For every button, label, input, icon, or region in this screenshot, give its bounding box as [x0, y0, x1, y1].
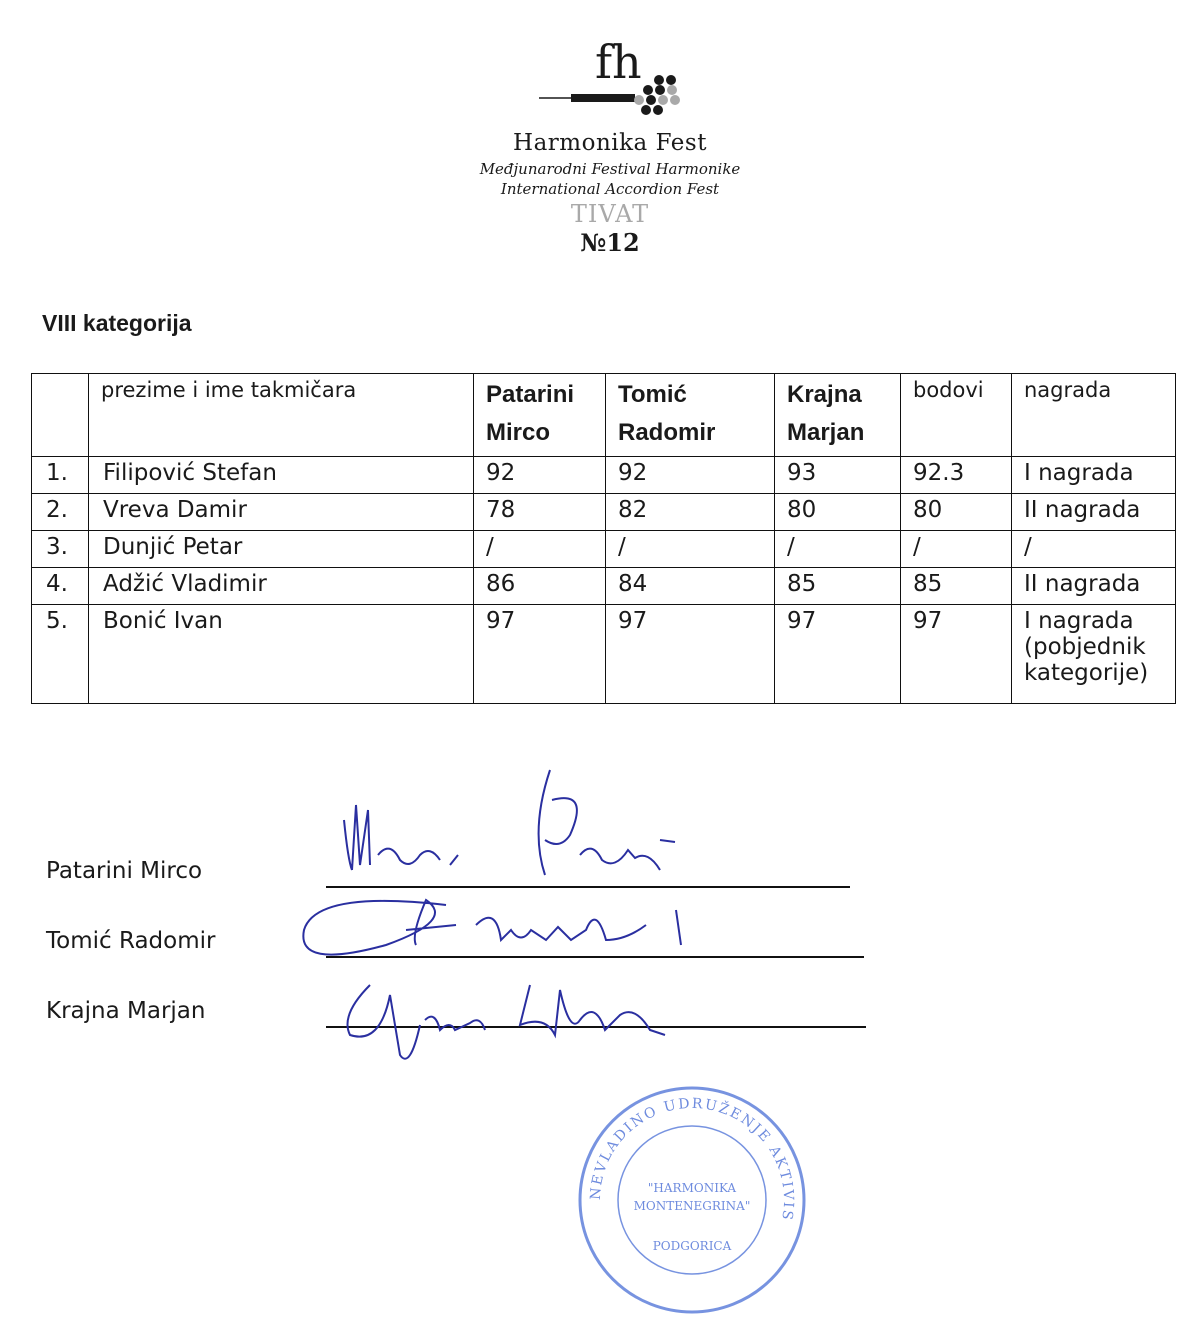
- cell-award: I nagrada (pobjednik kategorije): [1012, 605, 1176, 704]
- festival-edition: №12: [580, 228, 640, 257]
- organization-stamp: [572, 1080, 812, 1320]
- signature-ink-judge-2: [296, 885, 716, 975]
- header-name: prezime i ime takmičara: [89, 374, 474, 457]
- cell-score-2: /: [606, 531, 775, 568]
- cell-score-1: 92: [474, 457, 606, 494]
- cell-name: Bonić Ivan: [89, 605, 474, 704]
- table-header-row: [32, 374, 1176, 457]
- stamp-center-line-1: "HARMONIKA: [647, 1181, 737, 1195]
- results-table: [31, 373, 1176, 704]
- cell-score-1: 86: [474, 568, 606, 605]
- festival-subtitle-local: Međjunarodni Festival Harmonike: [479, 160, 741, 178]
- cell-score-2: 82: [606, 494, 775, 531]
- cell-score-3: /: [775, 531, 901, 568]
- stamp-city: PODGORICA: [652, 1239, 732, 1253]
- cell-name: Adžić Vladimir: [89, 568, 474, 605]
- header-judge-1: Patarini Mirco: [474, 374, 606, 457]
- header-rank: [32, 374, 89, 457]
- table-row: [32, 605, 1176, 704]
- cell-rank: 1.: [32, 457, 89, 494]
- header-points: bodovi: [901, 374, 1012, 457]
- table-row: [32, 531, 1176, 568]
- cell-score-2: 92: [606, 457, 775, 494]
- cell-score-3: 85: [775, 568, 901, 605]
- cell-score-1: 97: [474, 605, 606, 704]
- festival-title: Harmonika Fest: [513, 130, 707, 156]
- header-judge-3: Krajna Marjan: [775, 374, 901, 457]
- cell-points: 97: [901, 605, 1012, 704]
- cell-score-2: 84: [606, 568, 775, 605]
- cell-rank: 3.: [32, 531, 89, 568]
- cell-score-1: /: [474, 531, 606, 568]
- festival-logo: [440, 30, 780, 270]
- cell-rank: 2.: [32, 494, 89, 531]
- cell-rank: 5.: [32, 605, 89, 704]
- signature-ink-judge-1: [330, 760, 750, 890]
- cell-score-3: 97: [775, 605, 901, 704]
- cell-name: Dunjić Petar: [89, 531, 474, 568]
- signature-label-judge-3: Krajna Marjan: [46, 998, 206, 1024]
- cell-score-1: 78: [474, 494, 606, 531]
- signature-ink-judge-3: [330, 975, 690, 1075]
- festival-subtitle-en: International Accordion Fest: [500, 180, 720, 198]
- cell-points: 85: [901, 568, 1012, 605]
- cell-points: 80: [901, 494, 1012, 531]
- cell-points: /: [901, 531, 1012, 568]
- header-award: nagrada: [1012, 374, 1176, 457]
- cell-name: Filipović Stefan: [89, 457, 474, 494]
- table-row: [32, 494, 1176, 531]
- festival-city: TIVAT: [570, 200, 650, 228]
- stamp-center-line-2: MONTENEGRINA": [633, 1199, 751, 1213]
- cell-score-3: 93: [775, 457, 901, 494]
- category-title: VIII kategorija: [42, 310, 192, 336]
- cell-score-2: 97: [606, 605, 775, 704]
- cell-score-3: 80: [775, 494, 901, 531]
- accordion-logo-icon: [535, 30, 705, 130]
- cell-award: II nagrada: [1012, 568, 1176, 605]
- cell-name: Vreva Damir: [89, 494, 474, 531]
- stamp-ring-text: NEVLADINO UDRUŽENJE AKTIVIS: [587, 1095, 797, 1223]
- logo-monogram: fh: [595, 35, 642, 89]
- cell-award: /: [1012, 531, 1176, 568]
- signature-label-judge-1: Patarini Mirco: [46, 858, 203, 884]
- cell-award: I nagrada: [1012, 457, 1176, 494]
- cell-points: 92.3: [901, 457, 1012, 494]
- signature-label-judge-2: Tomić Radomir: [46, 928, 216, 954]
- cell-rank: 4.: [32, 568, 89, 605]
- cell-award: II nagrada: [1012, 494, 1176, 531]
- header-judge-2: Tomić Radomir: [606, 374, 775, 457]
- table-row: [32, 457, 1176, 494]
- table-row: [32, 568, 1176, 605]
